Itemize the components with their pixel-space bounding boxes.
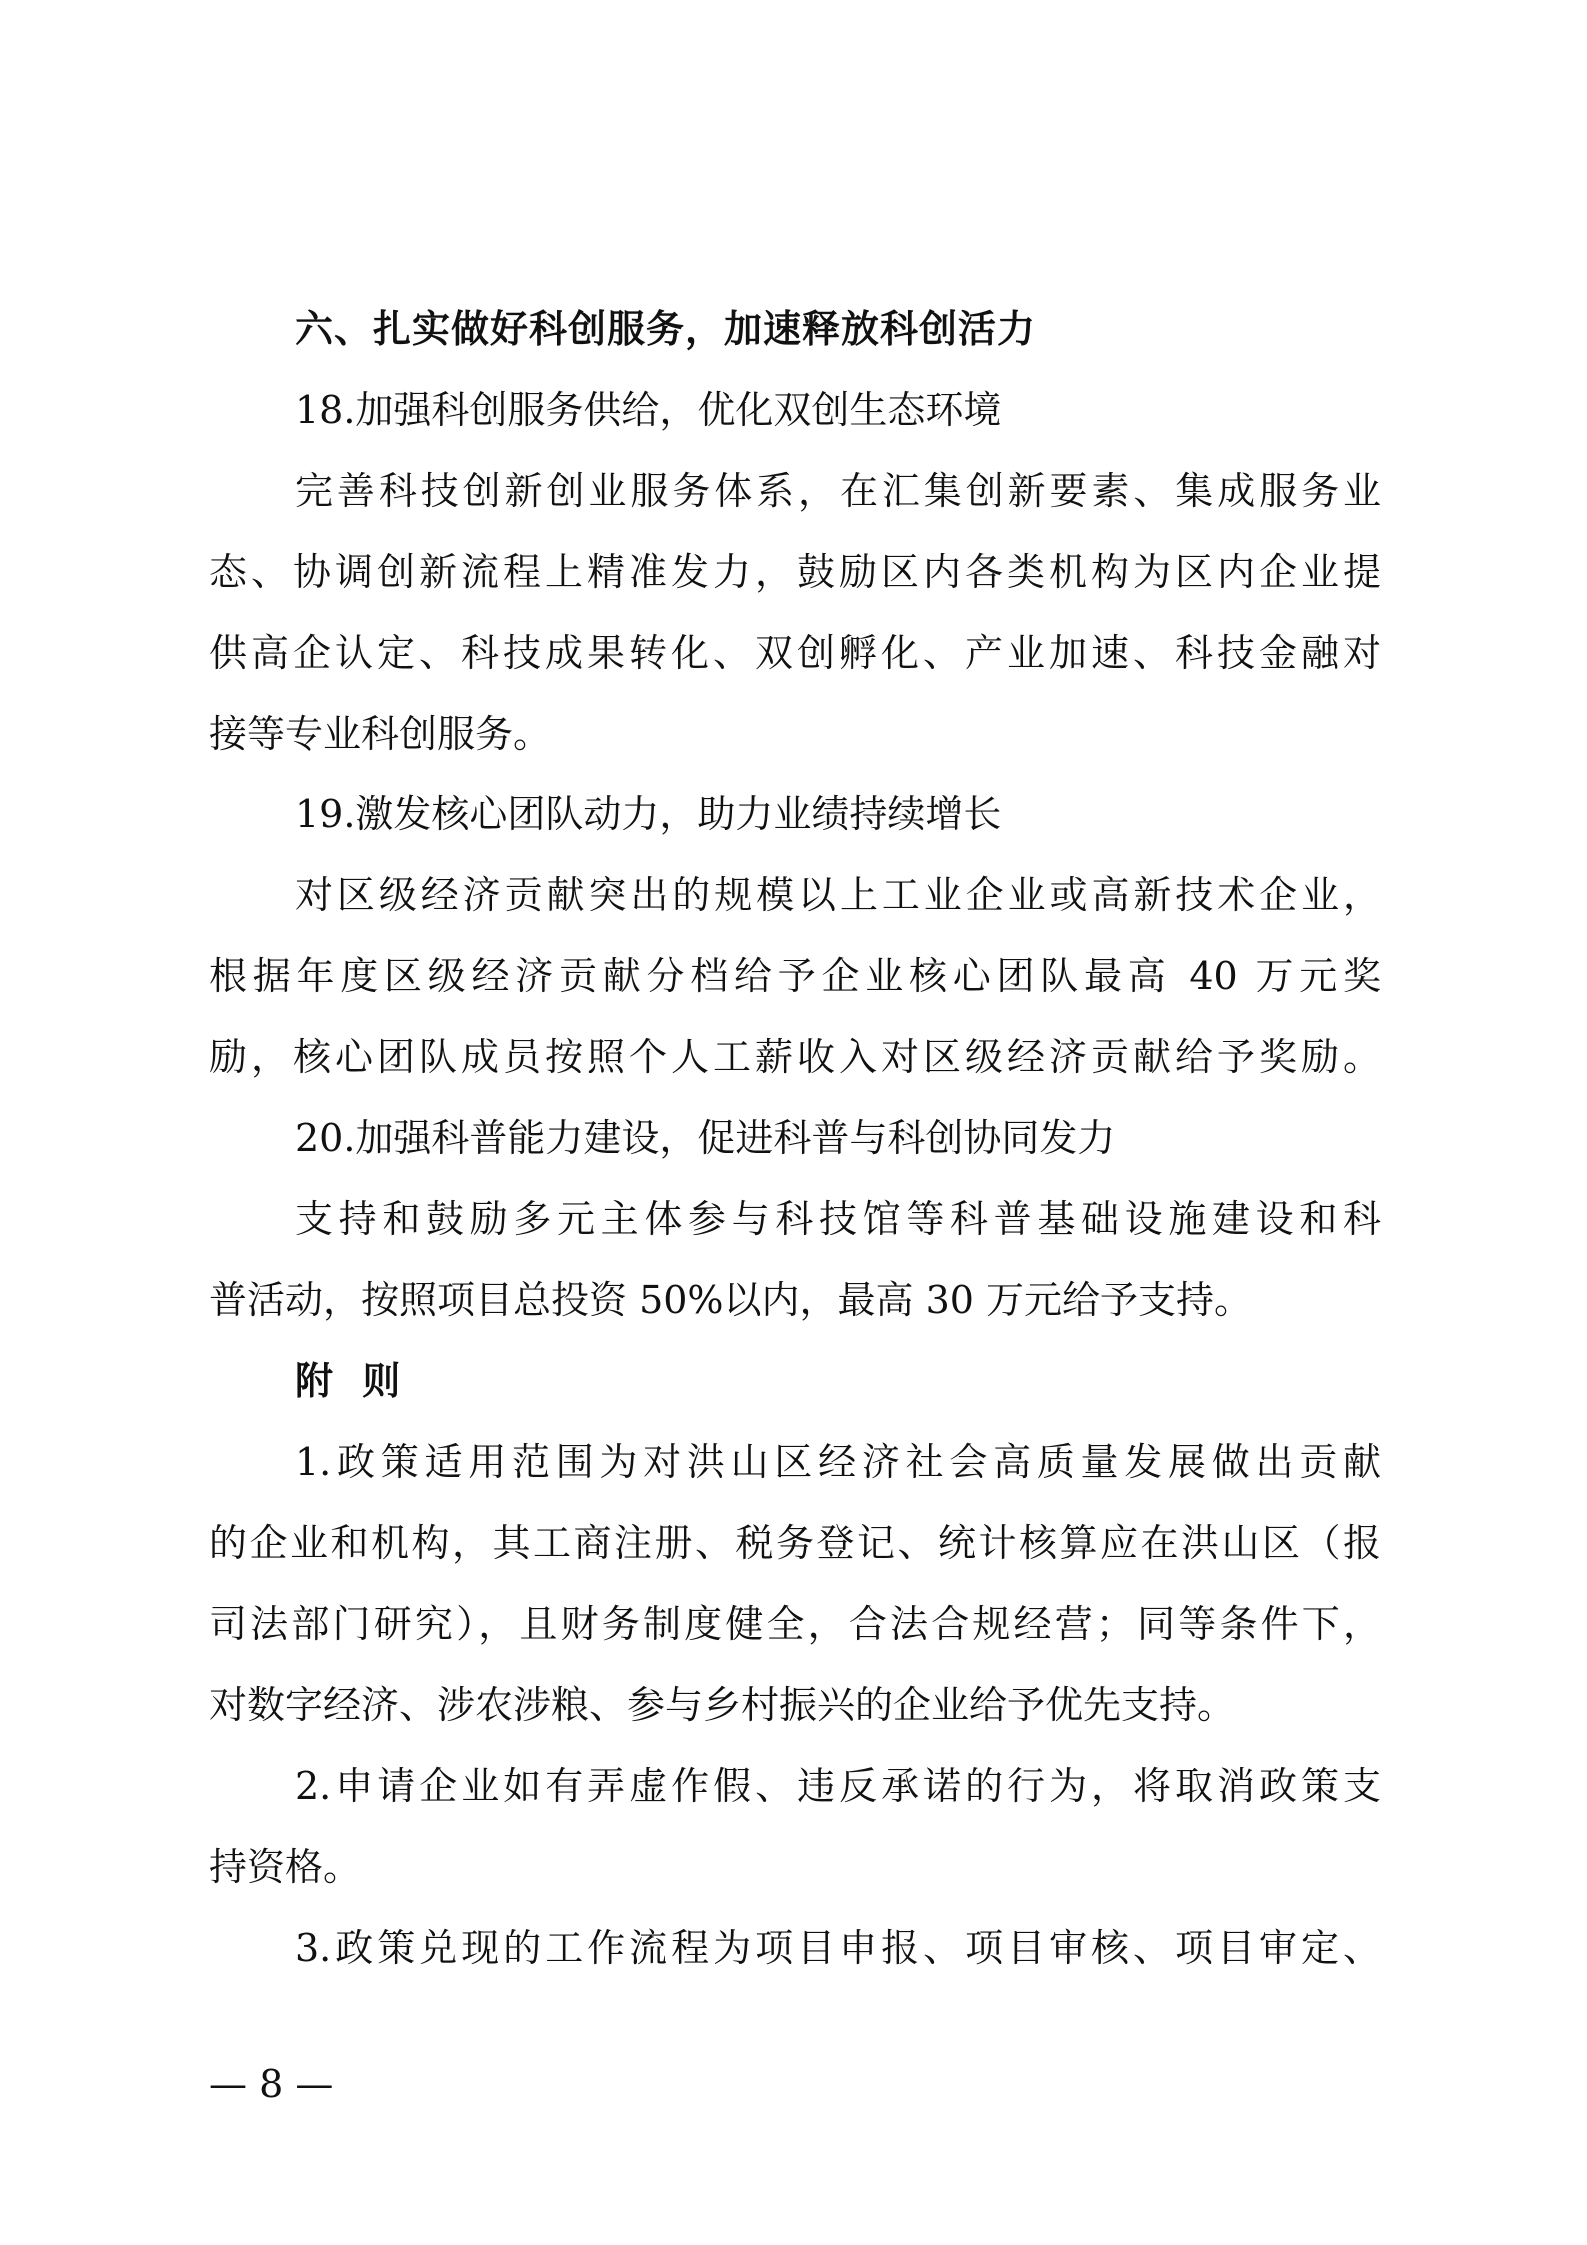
appendix-heading: 附 则 <box>295 1359 409 1403</box>
item-18-body-line-2: 态、协调创新流程上精准发力，鼓励区内各类机构为区内企业提 <box>209 550 1381 594</box>
appendix-2-line-2: 持资格。 <box>209 1845 362 1889</box>
item-title-20: 20.加强科普能力建设，促进科普与科创协同发力 <box>295 1116 1116 1160</box>
appendix-1-line-4: 对数字经济、涉农涉粮、参与乡村振兴的企业给予优先支持。 <box>209 1683 1236 1727</box>
item-19-body-line-1: 对区级经济贡献突出的规模以上工业企业或高新技术企业， <box>295 873 1381 917</box>
section-heading: 六、扎实做好科创服务，加速释放科创活力 <box>295 307 1037 351</box>
appendix-1-line-1: 1.政策适用范围为对洪山区经济社会高质量发展做出贡献 <box>295 1440 1381 1484</box>
item-20-body-line-2: 普活动，按照项目总投资 50%以内，最高 30 万元给予支持。 <box>209 1278 1253 1322</box>
page-number: — 8 — <box>209 2062 334 2106</box>
item-20-body-line-1: 支持和鼓励多元主体参与科技馆等科普基础设施建设和科 <box>295 1197 1381 1241</box>
appendix-1-line-2: 的企业和机构，其工商注册、税务登记、统计核算应在洪山区（报 <box>209 1521 1381 1565</box>
appendix-3-line-1: 3.政策兑现的工作流程为项目申报、项目审核、项目审定、 <box>295 1926 1381 1970</box>
appendix-2-line-1: 2.申请企业如有弄虚作假、违反承诺的行为，将取消政策支 <box>295 1764 1381 1808</box>
item-18-body-line-1: 完善科技创新创业服务体系，在汇集创新要素、集成服务业 <box>295 469 1381 513</box>
appendix-1-line-3: 司法部门研究），且财务制度健全，合法合规经营；同等条件下， <box>209 1602 1381 1646</box>
item-18-body-line-4: 接等专业科创服务。 <box>209 712 552 756</box>
item-19-body-line-2: 根据年度区级经济贡献分档给予企业核心团队最高 40 万元奖 <box>209 954 1381 998</box>
item-19-body-line-3: 励，核心团队成员按照个人工薪收入对区级经济贡献给予奖励。 <box>209 1035 1381 1079</box>
item-title-18: 18.加强科创服务供给，优化双创生态环境 <box>295 388 1002 432</box>
item-title-19: 19.激发核心团队动力，助力业绩持续增长 <box>295 792 1002 836</box>
item-18-body-line-3: 供高企认定、科技成果转化、双创孵化、产业加速、科技金融对 <box>209 631 1381 675</box>
